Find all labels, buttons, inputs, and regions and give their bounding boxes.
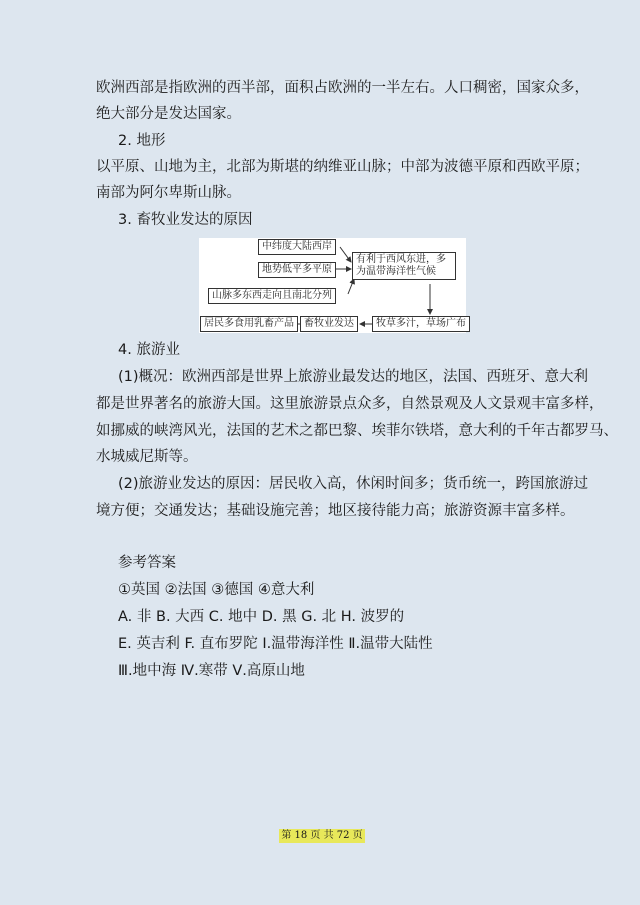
livestock-heading: 3. 畜牧业发达的原因 <box>118 212 253 228</box>
box-mountains: 山脉多东西走向且南北分列 <box>208 288 336 304</box>
box-latitude: 中纬度大陆西岸 <box>258 239 336 255</box>
livestock-cause-diagram <box>199 238 466 333</box>
page-number: 第 18 页 共 72 页 <box>279 829 365 843</box>
terrain-heading: 2. 地形 <box>118 133 166 149</box>
tourism-overview-line-3: 如挪威的峡湾风光，法国的艺术之都巴黎、埃菲尔铁塔，意大利的千年古都罗马、 <box>96 423 618 439</box>
answers-heading: 参考答案 <box>118 555 176 571</box>
intro-line-2: 绝大部分是发达国家。 <box>96 106 241 122</box>
terrain-line-2: 南部为阿尔卑斯山脉。 <box>96 185 241 201</box>
tourism-overview-line-4: 水城威尼斯等。 <box>96 449 198 465</box>
intro-line-1: 欧洲西部是指欧洲的西半部，面积占欧洲的一半左右。人口稠密，国家众多， <box>96 80 589 96</box>
answers-line-3: E. 英吉利 F. 直布罗陀 Ⅰ.温带海洋性 Ⅱ.温带大陆性 <box>118 636 433 652</box>
tourism-overview-line-1: (1)概况：欧洲西部是世界上旅游业最发达的地区，法国、西班牙、意大利 <box>118 369 589 385</box>
arrow-latitude-to-climate <box>340 247 351 262</box>
box-climate-line-2: 为温带海洋性气候 <box>356 266 436 277</box>
tourism-overview-line-2: 都是世界著名的旅游大国。这里旅游景点众多，自然景观及人文景观丰富多样， <box>96 396 604 412</box>
answers-line-1: ①英国 ②法国 ③德国 ④意大利 <box>118 582 315 598</box>
box-terrain: 地势低平多平原 <box>258 262 336 278</box>
box-climate <box>352 252 456 280</box>
arrow-mountains-to-climate <box>348 279 354 294</box>
box-husbandry: 畜牧业发达 <box>300 316 358 332</box>
box-residents: 居民多食用乳畜产品 <box>200 316 298 332</box>
tourism-reasons-line-2: 境方便；交通发达；基础设施完善；地区接待能力高；旅游资源丰富多样。 <box>96 503 575 519</box>
box-grass: 牧草多汁，草场广布 <box>372 316 470 332</box>
tourism-reasons-line-1: (2)旅游业发达的原因：居民收入高，休闲时间多；货币统一，跨国旅游过 <box>118 476 589 492</box>
answers-line-4: Ⅲ.地中海 Ⅳ.寒带 Ⅴ.高原山地 <box>118 663 305 679</box>
tourism-heading: 4. 旅游业 <box>118 342 180 358</box>
answers-line-2: A. 非 B. 大西 C. 地中 D. 黑 G. 北 H. 波罗的 <box>118 609 405 625</box>
terrain-line-1: 以平原、山地为主，北部为斯堪的纳维亚山脉；中部为波德平原和西欧平原； <box>96 159 589 175</box>
box-climate-line-1: 有利于西风东进，多 <box>356 254 446 265</box>
